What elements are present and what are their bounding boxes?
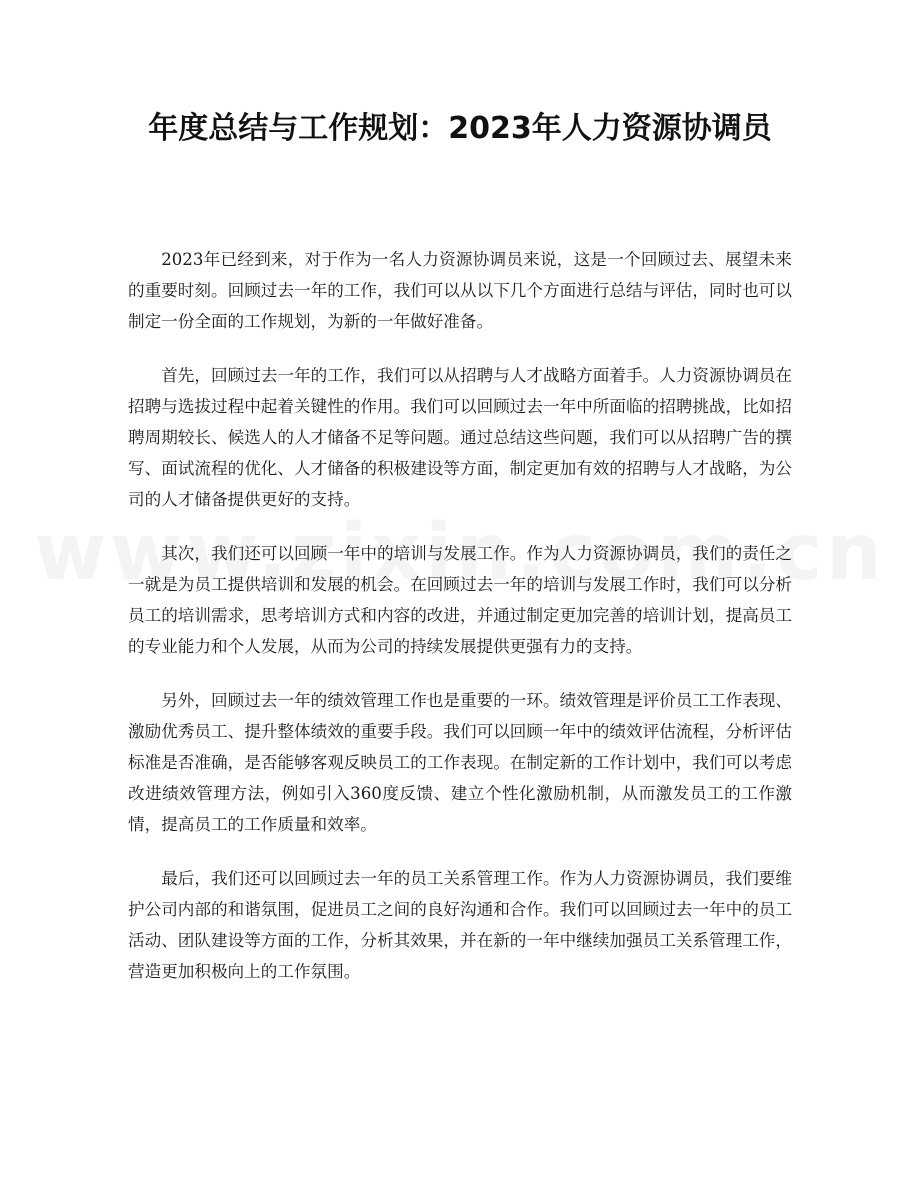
paragraph-employee-relations: 最后，我们还可以回顾过去一年的员工关系管理工作。作为人力资源协调员，我们要维护公司内部的和谐氛围，促进员工之间的良好沟通和合作。我们可以回顾过去一年中的员工活动、团队建设等方面的工作，分析其效果，并在新的一年中继续加强员工关系管理工作，营造更加积极向上的工作氛围。 xyxy=(128,869,792,981)
document-title: 年度总结与工作规划：2023年人力资源协调员 xyxy=(148,111,772,146)
paragraph-recruitment: 首先，回顾过去一年的工作，我们可以从招聘与人才战略方面着手。人力资源协调员在招聘与选拔过程中起着关键性的作用。我们可以回顾过去一年中所面临的招聘挑战，比如招聘周期较长、候选人的人才储备不足等问题。通过总结这些问题，我们可以从招聘广告的撰写、面试流程的优化、人才储备的积极建设等方面，制定更加有效的招聘与人才战略，为公司的人才储备提供更好的支持。 xyxy=(128,366,792,509)
paragraph-performance: 另外，回顾过去一年的绩效管理工作也是重要的一环。绩效管理是评价员工工作表现、激励优秀员工、提升整体绩效的重要手段。我们可以回顾一年中的绩效评估流程，分析评估标准是否准确，是否能够客观反映员工的工作表现。在制定新的工作计划中，我们可以考虑改进绩效管理方法，例如引入360度反馈、建立个性化激励机制，从而激发员工的工作激情，提高员工的工作质量和效率。 xyxy=(128,691,792,834)
document-body xyxy=(128,244,792,1010)
paragraph-training: 其次，我们还可以回顾一年中的培训与发展工作。作为人力资源协调员，我们的责任之一就是为员工提供培训和发展的机会。在回顾过去一年的培训与发展工作时，我们可以分析员工的培训需求，思考培训方式和内容的改进，并通过制定更加完善的培训计划，提高员工的专业能力和个人发展，从而为公司的持续发展提供更强有力的支持。 xyxy=(128,544,792,656)
paragraph-intro: 2023年已经到来，对于作为一名人力资源协调员来说，这是一个回顾过去、展望未来的重要时刻。回顾过去一年的工作，我们可以从以下几个方面进行总结与评估，同时也可以制定一份全面的工作规划，为新的一年做好准备。 xyxy=(128,250,792,331)
